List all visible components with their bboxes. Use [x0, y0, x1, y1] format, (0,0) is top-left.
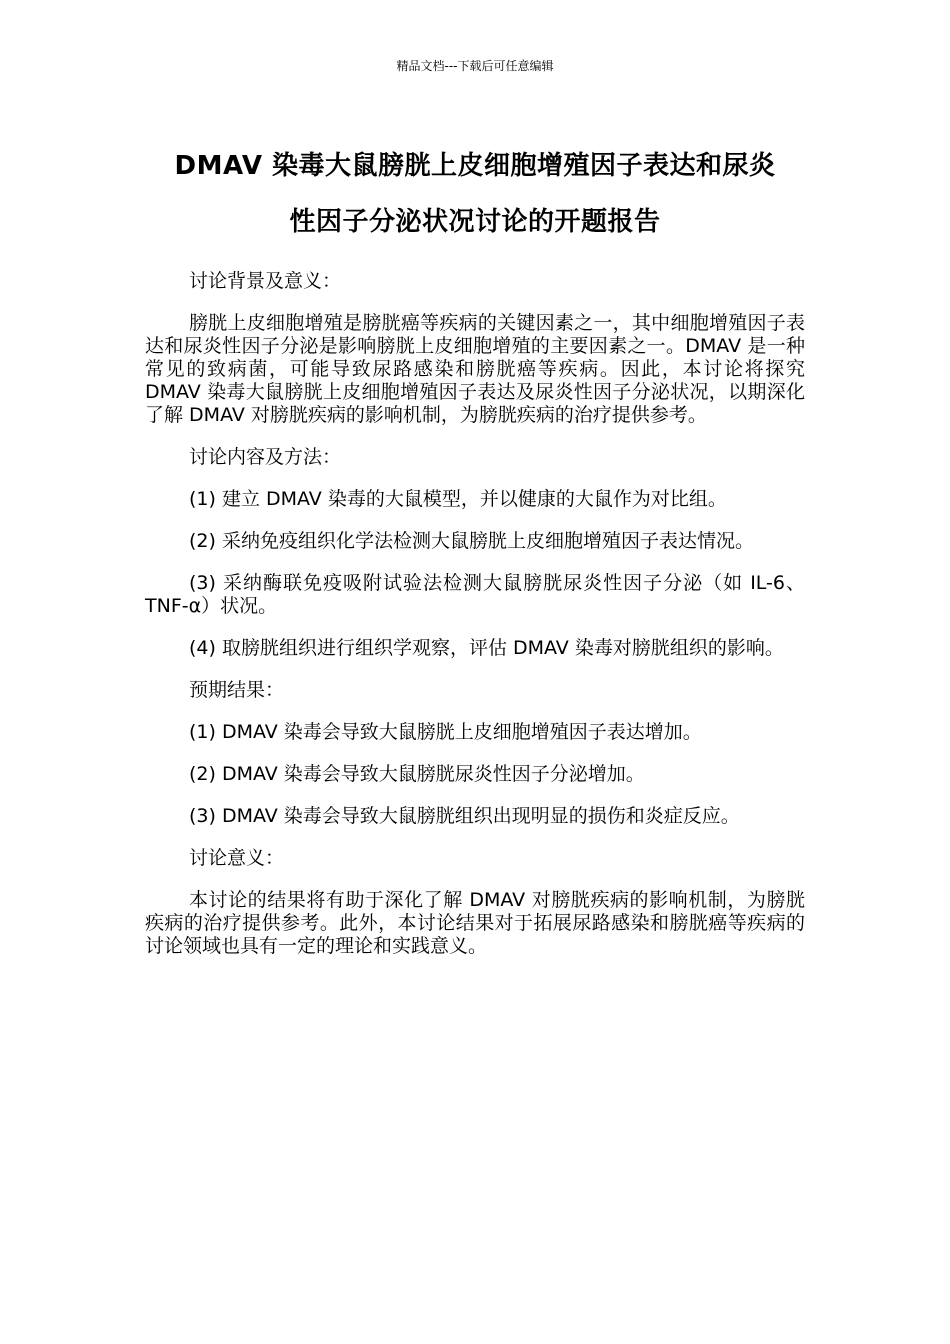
page-header: 精品文档---下载后可任意编辑	[396, 59, 554, 73]
paragraph-significance: 本讨论的结果将有助于深化了解 DMAV 对膀胱疾病的影响机制，为膀胱疾病的治疗提供参考。此外，本讨论结果对于拓展尿路感染和膀胱癌等疾病的讨论领域也具有一定的理论和实践意义。	[145, 889, 805, 957]
list-item-method-2: (2) 采纳免疫组织化学法检测大鼠膀胱上皮细胞增殖因子表达情况。	[189, 530, 754, 552]
section-heading-expected-results: 预期结果：	[189, 679, 285, 701]
list-item-result-3: (3) DMAV 染毒会导致大鼠膀胱组织出现明显的损伤和炎症反应。	[189, 805, 740, 827]
title-line-1: DMAV 染毒大鼠膀胱上皮细胞增殖因子表达和尿炎	[174, 151, 776, 181]
list-item-result-2: (2) DMAV 染毒会导致大鼠膀胱尿炎性因子分泌增加。	[189, 763, 645, 785]
document-body	[145, 270, 805, 977]
title-line-2: 性因子分泌状况讨论的开题报告	[289, 207, 661, 237]
list-item-result-1: (1) DMAV 染毒会导致大鼠膀胱上皮细胞增殖因子表达增加。	[189, 721, 702, 743]
document-title	[145, 138, 805, 250]
paragraph-background: 膀胱上皮细胞增殖是膀胱癌等疾病的关键因素之一，其中细胞增殖因子表达和尿炎性因子分泌是影响膀胱上皮细胞增殖的主要因素之一。DMAV 是一种常见的致病菌，可能导致尿路感染和膀胱癌等疾病。因此，本讨论将探究 DMAV 染毒大鼠膀胱上皮细胞增殖因子表达及尿炎性因子分泌状况，以期深化了解 DMAV 对膀胱疾病的影响机制，为膀胱疾病的治疗提供参考。	[145, 312, 805, 426]
list-item-method-4: (4) 取膀胱组织进行组织学观察，评估 DMAV 染毒对膀胱组织的影响。	[189, 637, 784, 659]
list-item-method-1: (1) 建立 DMAV 染毒的大鼠模型，并以健康的大鼠作为对比组。	[189, 488, 727, 510]
section-heading-significance: 讨论意义：	[189, 847, 285, 869]
section-heading-methods: 讨论内容及方法：	[189, 446, 342, 468]
section-heading-background: 讨论背景及意义：	[189, 270, 342, 292]
list-item-method-3: (3) 采纳酶联免疫吸附试验法检测大鼠膀胱尿炎性因子分泌（如 IL-6、TNF-α）状况。	[145, 572, 805, 617]
